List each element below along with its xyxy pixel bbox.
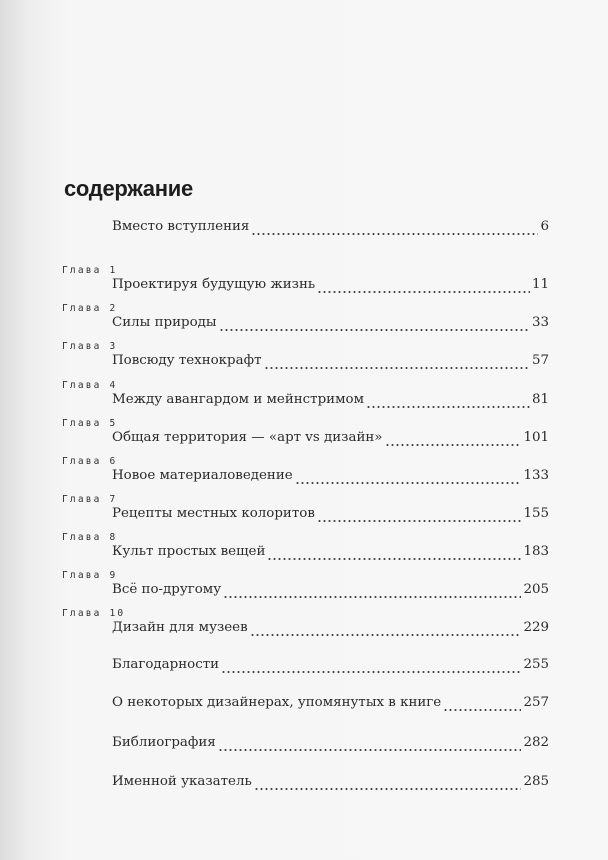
toc-entry-title: Между авангардом и мейнстримом bbox=[112, 392, 364, 407]
toc-entry-title: Дизайн для музеев bbox=[112, 620, 248, 635]
toc-entry-title: Рецепты местных колоритов bbox=[112, 506, 315, 521]
toc-entry-page: 183 bbox=[523, 544, 549, 559]
toc-entry-page: 81 bbox=[531, 392, 549, 407]
chapter-label-6: Глава 6 bbox=[62, 456, 118, 467]
toc-entry-chapter-6 bbox=[112, 468, 549, 490]
toc-entry-title: О некоторых дизайнерах, упомянутых в книге bbox=[112, 695, 442, 710]
toc-entry-title: Общая территория — «арт vs дизайн» bbox=[112, 430, 383, 445]
toc-entry-title: Новое материаловедение bbox=[112, 468, 293, 483]
toc-entry-title: Благодарности bbox=[112, 657, 220, 672]
toc-entry-title: Проектируя будущую жизнь bbox=[112, 277, 316, 292]
chapter-label-4: Глава 4 bbox=[62, 380, 118, 391]
dot-leader bbox=[221, 670, 521, 674]
toc-entry-page: 155 bbox=[523, 506, 549, 521]
toc-entry-title: Вместо вступления bbox=[112, 219, 250, 234]
toc-entry-chapter-2 bbox=[112, 315, 549, 337]
toc-entry-title: Повсюду технокрафт bbox=[112, 353, 262, 368]
toc-entry-intro bbox=[112, 219, 549, 241]
toc-entry-title: Силы природы bbox=[112, 315, 217, 330]
toc-entry-title: Культ простых вещей bbox=[112, 544, 266, 559]
toc-entry-page: 229 bbox=[523, 620, 549, 635]
toc-heading: содержание bbox=[64, 176, 193, 201]
dot-leader bbox=[223, 595, 521, 599]
toc-entry-acknowledgements bbox=[112, 657, 549, 679]
toc-entry-page: 282 bbox=[523, 735, 549, 750]
chapter-label-8: Глава 8 bbox=[62, 532, 118, 543]
toc-entry-title: Именной указатель bbox=[112, 774, 252, 789]
toc-entry-index bbox=[112, 774, 549, 796]
dot-leader bbox=[317, 290, 530, 294]
dot-leader bbox=[443, 708, 521, 712]
toc-entry-page: 33 bbox=[531, 315, 549, 330]
toc-entry-title: Всё по-другому bbox=[112, 582, 222, 597]
toc-entry-chapter-7 bbox=[112, 506, 549, 528]
dot-leader bbox=[254, 787, 522, 791]
toc-entry-page: 57 bbox=[531, 353, 549, 368]
dot-leader bbox=[218, 748, 522, 752]
dot-leader bbox=[267, 557, 521, 561]
toc-entry-page: 11 bbox=[531, 277, 549, 292]
chapter-label-10: Глава 10 bbox=[62, 608, 126, 619]
toc-entry-page: 101 bbox=[523, 430, 549, 445]
toc-entry-chapter-3 bbox=[112, 353, 549, 375]
toc-entry-chapter-1 bbox=[112, 277, 549, 299]
dot-leader bbox=[219, 328, 530, 332]
toc-entry-chapter-10 bbox=[112, 620, 549, 642]
chapter-label-3: Глава 3 bbox=[62, 341, 118, 352]
dot-leader bbox=[366, 405, 530, 409]
chapter-label-9: Глава 9 bbox=[62, 570, 118, 581]
toc-entry-designers bbox=[112, 695, 549, 717]
toc-entry-bibliography bbox=[112, 735, 549, 757]
dot-leader bbox=[250, 633, 522, 637]
dot-leader bbox=[385, 443, 522, 447]
dot-leader bbox=[251, 232, 538, 236]
dot-leader bbox=[264, 366, 530, 370]
chapter-label-2: Глава 2 bbox=[62, 303, 118, 314]
toc-entry-page: 133 bbox=[523, 468, 549, 483]
chapter-label-7: Глава 7 bbox=[62, 494, 118, 505]
dot-leader bbox=[317, 519, 522, 523]
toc-entry-chapter-4 bbox=[112, 392, 549, 414]
toc-entry-page: 257 bbox=[523, 695, 549, 710]
toc-entry-chapter-9 bbox=[112, 582, 549, 604]
chapter-label-5: Глава 5 bbox=[62, 418, 118, 429]
toc-entry-page: 285 bbox=[523, 774, 549, 789]
toc-entry-chapter-8 bbox=[112, 544, 549, 566]
toc-entry-page: 6 bbox=[540, 219, 549, 234]
toc-entry-title: Библиография bbox=[112, 735, 216, 750]
dot-leader bbox=[295, 481, 522, 485]
toc-entry-page: 205 bbox=[523, 582, 549, 597]
chapter-label-1: Глава 1 bbox=[62, 265, 118, 276]
toc-entry-chapter-5 bbox=[112, 430, 549, 452]
toc-entry-page: 255 bbox=[523, 657, 549, 672]
